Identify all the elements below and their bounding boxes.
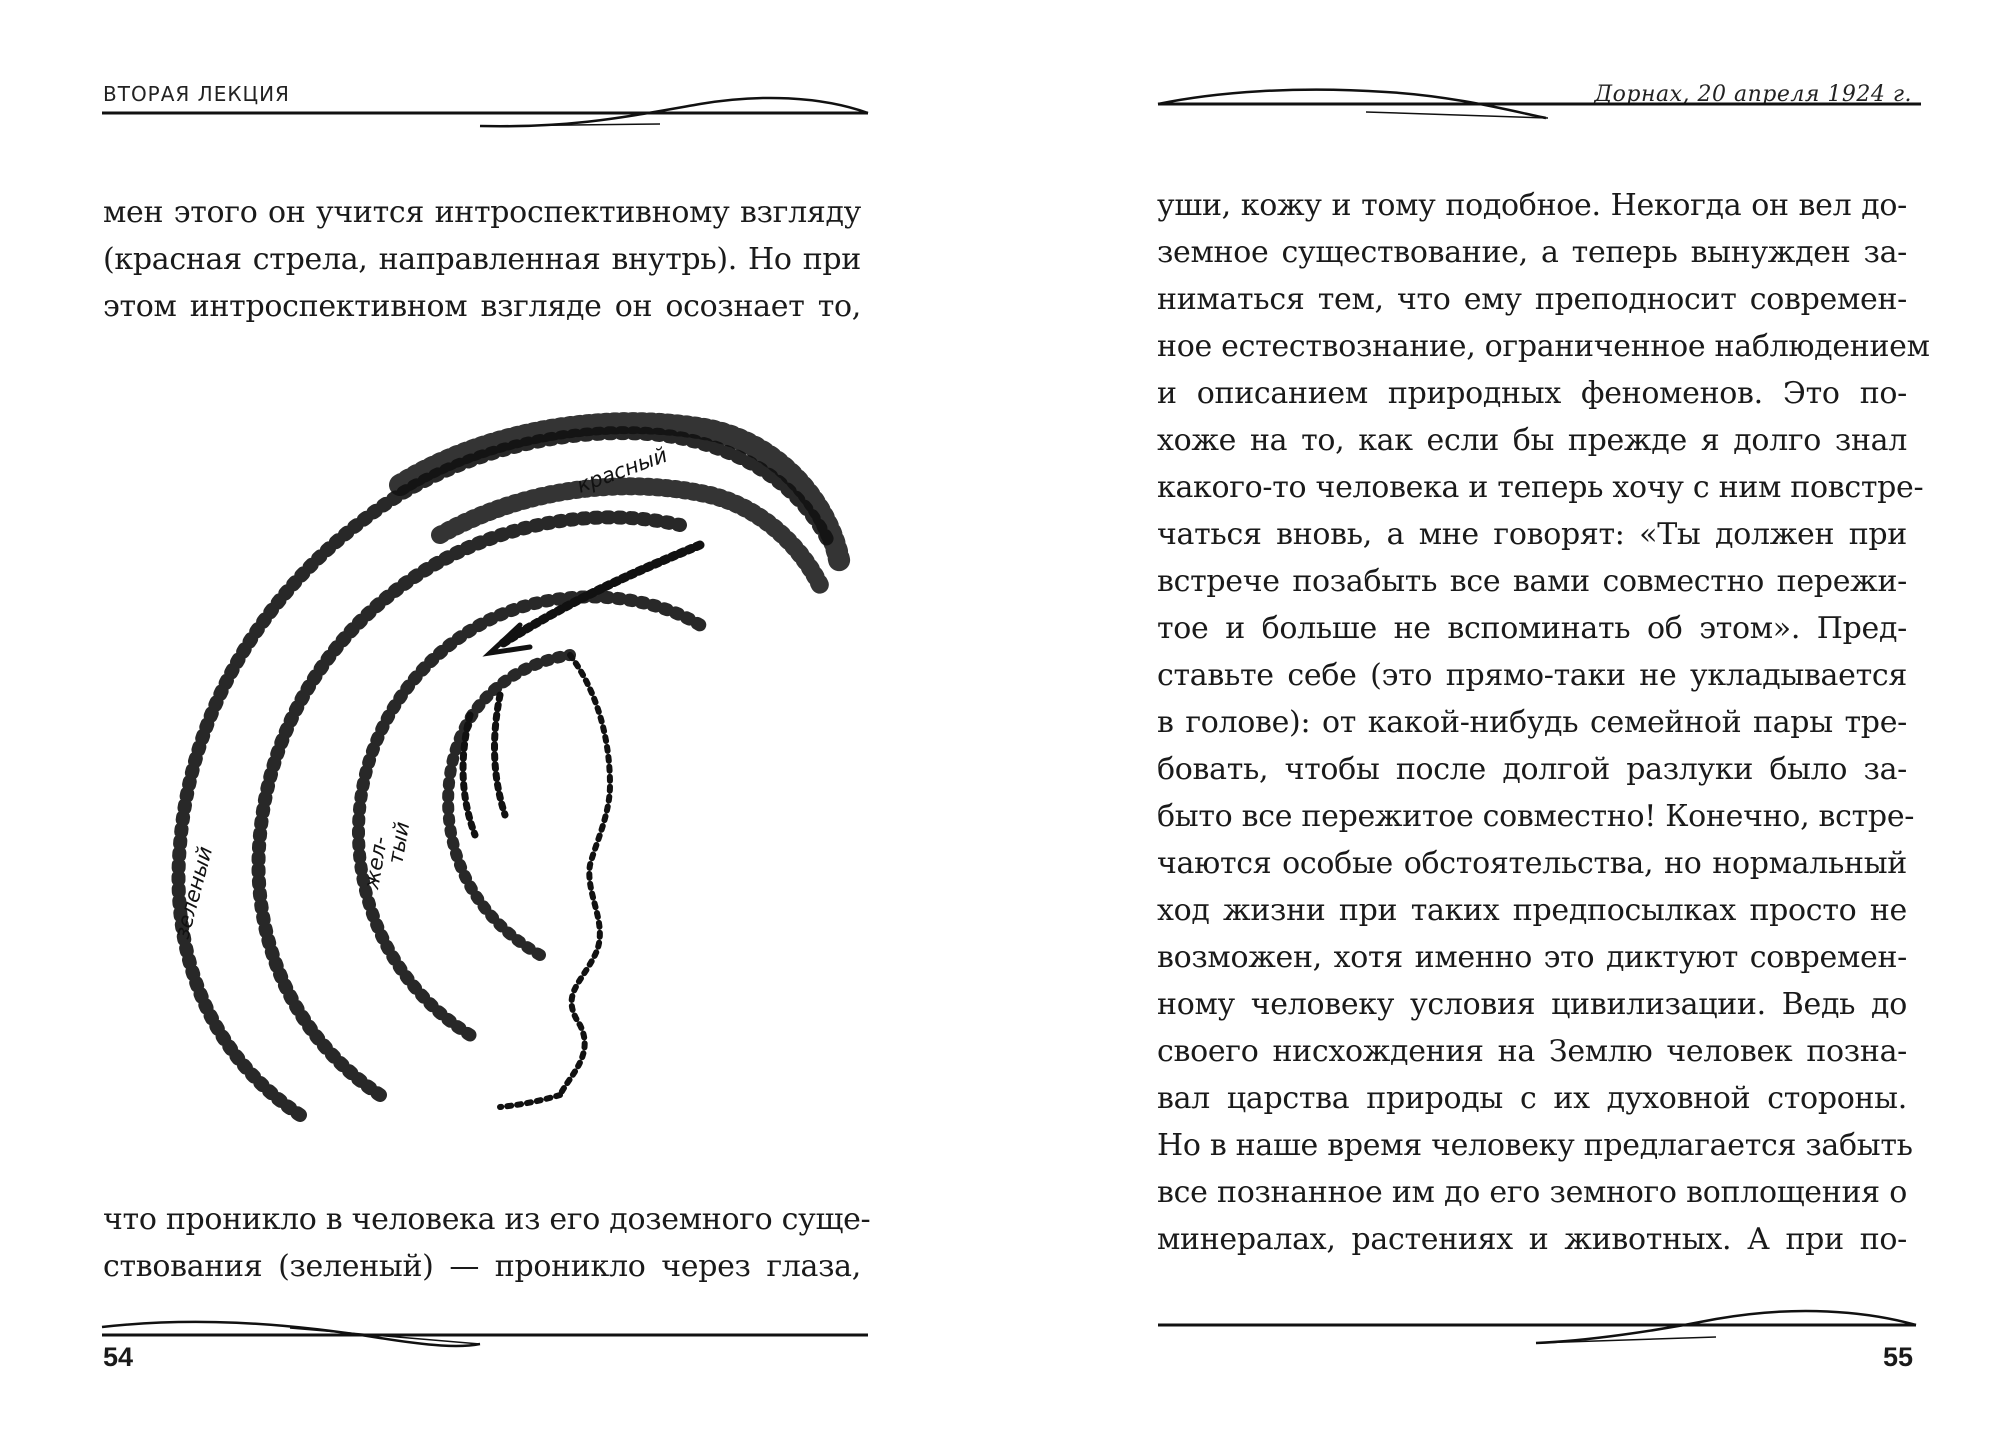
text-line: и описанием природных феноменов. Это по- [1157,376,1907,411]
text-line: ное естествознание, ограниченное наблюдением [1157,329,1930,364]
text-line: вал царства природы с их духовной стороны. [1157,1081,1907,1116]
text-line: быто все пережитое совместно! Конечно, встре- [1157,799,1915,834]
text-line: Но в наше время человеку предлагается забыть [1157,1128,1913,1163]
text-line: минералах, растениях и животных. А при по- [1157,1222,1907,1257]
text-line: уши, кожу и тому подобное. Некогда он вел до- [1157,188,1907,223]
text-line: мен этого он учится интроспективному взгляду [103,195,861,230]
page-number-right: 55 [1882,1342,1913,1372]
text-line: бовать, чтобы после долгой разлуки было за- [1157,752,1907,787]
text-line: что проникло в человека из его доземного суще- [103,1202,871,1237]
header-rule-right [1156,78,1926,128]
text-line: в голове): от какой-нибудь семейной пары тре- [1157,705,1907,740]
text-line: (красная стрела, направленная внутрь). Но при [103,242,861,277]
text-line: чаются особые обстоятельства, но нормальный [1157,846,1907,881]
running-head-right: Дорнах, 20 апреля 1924 г. [1594,82,1912,107]
text-line: встрече позабыть все вами совместно пережи- [1157,564,1907,599]
label-yellow-2: тый [383,819,415,866]
text-line: хоже на то, как если бы прежде я долго знал [1157,423,1907,458]
footer-rule-right [1156,1305,1926,1355]
text-line: земное существование, а теперь вынужден за- [1157,235,1907,270]
page-number-left: 54 [103,1342,134,1372]
text-line: своего нисхождения на Землю человек позна- [1157,1034,1907,1069]
text-line: этом интроспективном взгляде он осознает то, [103,289,861,324]
label-yellow-1: жел- [359,834,393,891]
text-line: возможен, хотя именно это диктуют современ- [1157,940,1907,975]
text-line: все познанное им до его земного воплощения о [1157,1175,1907,1210]
right-page [1000,0,2000,1435]
header-rule-left [100,88,880,138]
text-line: ставьте себе (это прямо-таки не укладывается [1157,658,1907,693]
label-green: зеленый [169,843,218,942]
text-line: чаться вновь, а мне говорят: «Ты должен при [1157,517,1907,552]
text-line: ствования (зеленый) — проникло через глаза, [103,1249,861,1284]
running-head-left: ВТОРАЯ ЛЕКЦИЯ [103,82,290,106]
footer-rule-left [100,1312,880,1362]
head-profile-illustration [140,395,860,1155]
text-line: ному человеку условия цивилизации. Ведь до [1157,987,1907,1022]
label-red: красный [573,442,671,498]
text-line: ниматься тем, что ему преподносит современ- [1157,282,1907,317]
text-line: ход жизни при таких предпосылках просто не [1157,893,1907,928]
text-line: тое и больше не вспоминать об этом». Пред- [1157,611,1907,646]
text-line: какого-то человека и теперь хочу с ним повстре- [1157,470,1924,505]
